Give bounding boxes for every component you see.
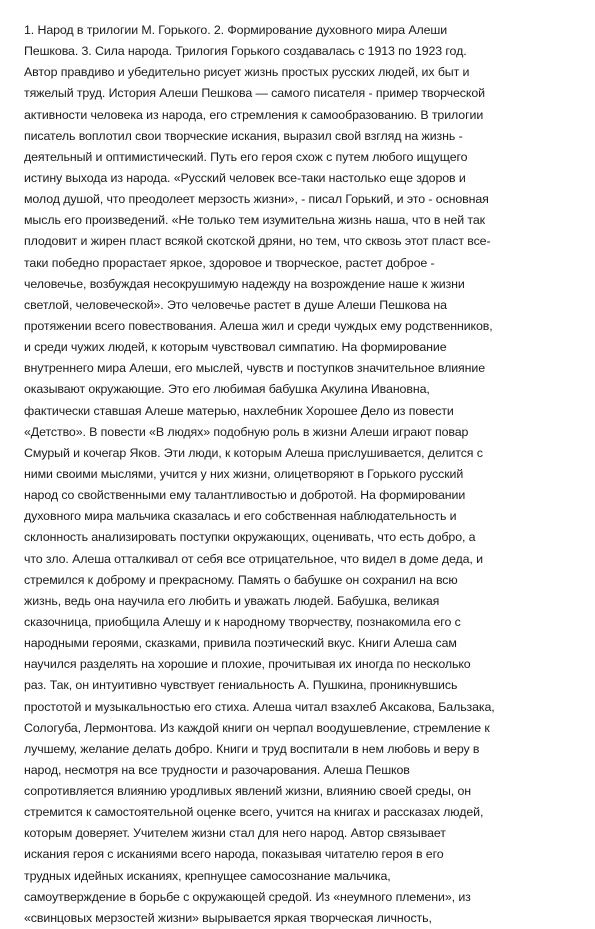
- text-line: искания героя с исканиями всего народа, показывая читателю героя в его: [24, 847, 444, 862]
- text-line: и среди чужих людей, к которым чувствовал симпатию. На формирование: [24, 340, 447, 355]
- text-line: внутреннего мира Алеши, его мыслей, чувств и поступков значительное влияние: [24, 361, 485, 376]
- text-line: народ со свойственными ему талантливостью и добротой. На формировании: [24, 488, 466, 503]
- text-line: Пешкова. 3. Сила народа. Трилогия Горького создавалась с 1913 по 1923 год.: [24, 44, 467, 59]
- text-line: светлой, человеческой». Это человечье растет в душе Алеши Пешкова на: [24, 297, 447, 312]
- text-line: молод душой, что преодолеет мерзость жизни», - писал Горький, и это - основная: [24, 192, 489, 207]
- text-line: сопротивляется влиянию уродливых явлений жизни, влиянию своей среды, он: [24, 784, 471, 799]
- text-line: фактически ставшая Алеше матерью, нахлебник Хорошее Дело из повести: [24, 403, 454, 418]
- text-line: плодовит и жирен пласт всякой скотской дряни, но тем, что сквозь этот пласт все-: [24, 234, 491, 249]
- text-line: Сологуба, Лермонтова. Из каждой книги он черпал воодушевление, стремление к: [24, 720, 490, 735]
- text-line: активности человека из народа, его стремления к самообразованию. В трилогии: [24, 107, 484, 122]
- text-line: писатель воплотил свои творческие искания, выразил свой взгляд на жизнь -: [24, 128, 463, 143]
- text-line: 1. Народ в трилогии М. Горького. 2. Формирование духовного мира Алеши: [24, 23, 448, 37]
- text-line: ними своими мыслями, учится у них жизни, олицетворяют в Горького русский: [24, 466, 464, 481]
- text-line: народными героями, сказками, привила поэтический вкус. Книги Алеша сам: [24, 636, 457, 651]
- text-line: лучшему, желание делать добро. Книги и труд воспитали в нем любовь и веру в: [24, 741, 480, 756]
- text-line: таки победно прорастает яркое, здоровое и творческое, растет доброе -: [24, 255, 435, 270]
- text-line: народ, несмотря на все трудности и разочарования. Алеша Пешков: [24, 762, 410, 777]
- text-line: трудных идейных исканиях, крепнущее самосознание мальчика,: [24, 868, 391, 883]
- text-line: мысль его произведений. «Не только тем изумительна жизнь наша, что в ней так: [24, 213, 485, 228]
- text-line: тяжелый труд. История Алеши Пешкова — самого писателя - пример творческой: [24, 86, 485, 101]
- text-line: сказочница, приобщила Алешу и к народному творчеству, познакомила его с: [24, 614, 461, 629]
- text-line: истину выхода из народа. «Русский человек все-таки настолько еще здоров и: [24, 170, 466, 185]
- text-line: человечье, возбуждая несокрушимую надежду на возрождение наше к жизни: [24, 276, 465, 291]
- text-line: протяжении всего повествования. Алеша жил и среди чуждых ему родственников,: [24, 318, 493, 333]
- text-line: самоутверждение в борьбе с окружающей средой. Из «неумного племени», из: [24, 889, 471, 904]
- text-line: «свинцовых мерзостей жизни» вырывается яркая творческая личность,: [24, 910, 432, 925]
- text-line: которым доверяет. Учителем жизни стал для него народ. Автор связывает: [24, 826, 446, 841]
- text-line: Смурый и кочегар Яков. Эти люди, к которым Алеша прислушивается, делится с: [24, 445, 483, 460]
- text-line: простотой и музыкальностью его стиха. Алеша читал взахлеб Аксакова, Бальзака,: [24, 699, 495, 714]
- text-line: научился разделять на хорошие и плохие, прочитывая их иногда по несколько: [24, 657, 471, 672]
- text-line: склонность анализировать поступки окружающих, оценивать, что есть добро, а: [24, 530, 476, 545]
- text-line: оказывают окружающие. Это его любимая бабушка Акулина Ивановна,: [24, 382, 430, 397]
- text-line: духовного мира мальчика сказалась и его собственная наблюдательность и: [24, 509, 457, 524]
- text-line: стремился к доброму и прекрасному. Память о бабушке он сохранил на всю: [24, 572, 458, 587]
- text-line: Автор правдиво и убедительно рисует жизнь простых русских людей, их быт и: [24, 65, 470, 80]
- text-line: деятельный и оптимистический. Путь его героя схож с путем любого ищущего: [24, 149, 468, 164]
- text-line: раз. Так, он интуитивно чувствует гениальность А. Пушкина, проникнувшись: [24, 678, 458, 693]
- text-line: жизнь, ведь она научила его любить и уважать людей. Бабушка, великая: [24, 593, 440, 608]
- text-line: стремится к самостоятельной оценке всего, учится на книгах и рассказах людей,: [24, 805, 484, 820]
- text-line: что зло. Алеша отталкивал от себя все отрицательное, что видел в доме деда, и: [24, 551, 483, 566]
- text-line: «Детство». В повести «В людях» подобную роль в жизни Алеши играют повар: [24, 424, 469, 439]
- document-text: [24, 20, 584, 929]
